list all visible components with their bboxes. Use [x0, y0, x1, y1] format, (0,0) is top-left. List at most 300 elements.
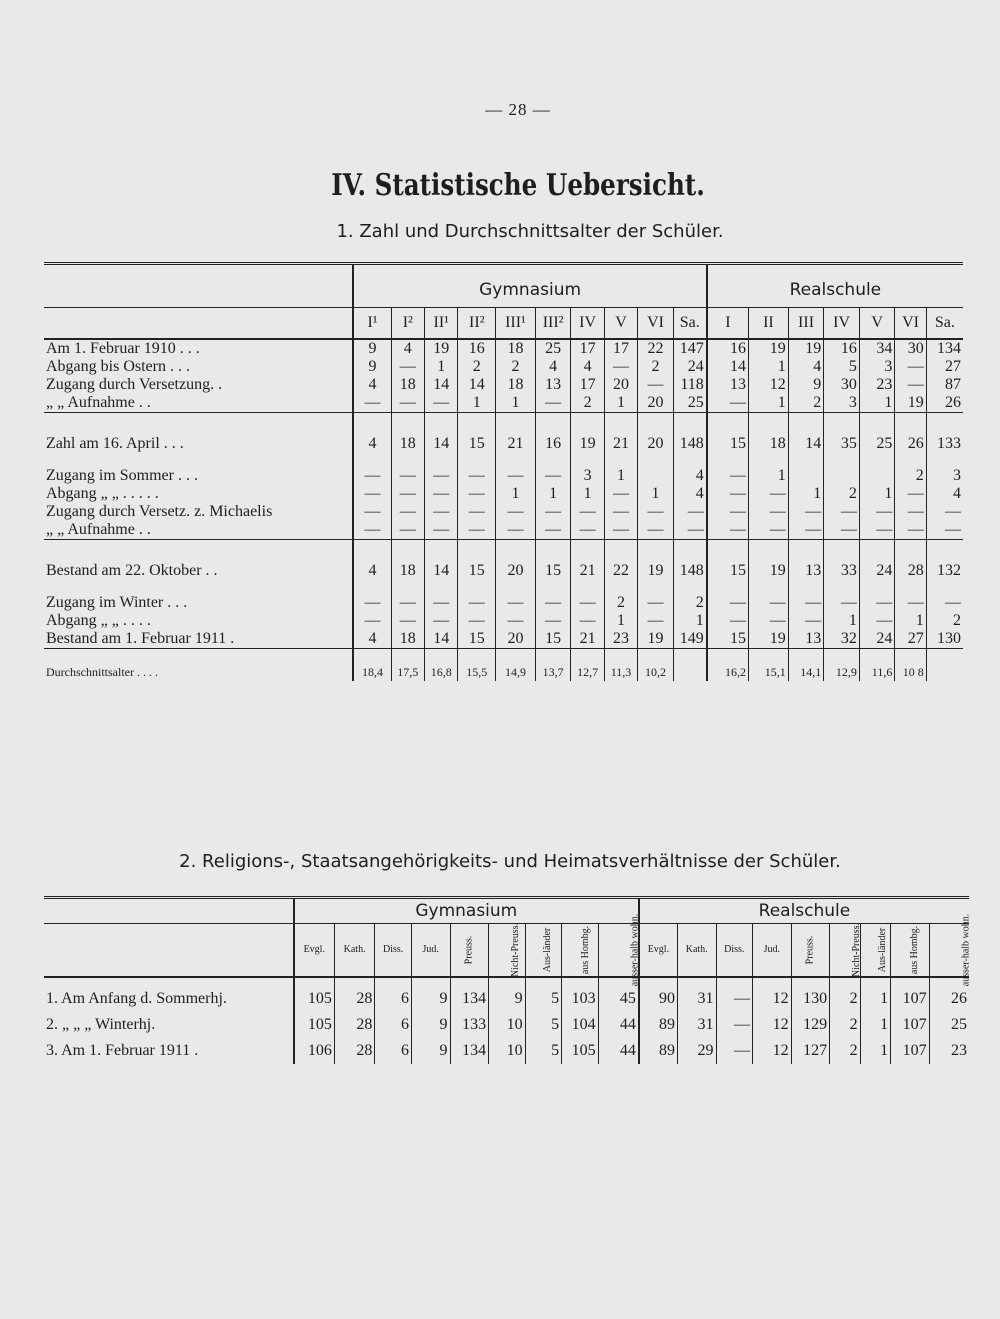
cell: —	[824, 521, 860, 540]
cell	[824, 467, 860, 485]
cell: 134	[926, 339, 963, 358]
spacer-cell	[425, 413, 458, 436]
row-label: Zugang durch Versetzung. .	[46, 376, 223, 393]
cell	[788, 467, 824, 485]
cell: —	[604, 503, 637, 521]
spacer-row	[44, 453, 963, 467]
cell: 16	[535, 435, 571, 453]
cell: —	[707, 394, 749, 413]
spacer-cell	[391, 413, 424, 436]
cell: 105	[294, 1012, 335, 1038]
spacer-cell	[824, 580, 860, 594]
category-header-row	[44, 924, 969, 978]
cell: 4	[535, 358, 571, 376]
cell: 134	[450, 1038, 489, 1064]
table-row	[44, 503, 963, 521]
cell: 28	[334, 1012, 375, 1038]
spacer-cell	[788, 649, 824, 664]
cell: 127	[791, 1038, 830, 1064]
cell: —	[707, 521, 749, 540]
cell: —	[353, 485, 391, 503]
cell	[926, 663, 963, 681]
cell: —	[749, 521, 789, 540]
cell: 20	[496, 630, 536, 649]
spacer-cell	[895, 413, 926, 436]
category-header	[753, 924, 792, 978]
cell: 15	[707, 435, 749, 453]
spacer-cell	[673, 453, 706, 467]
category-header	[294, 924, 335, 978]
cell: 133	[450, 1012, 489, 1038]
class-header: III²	[535, 308, 571, 340]
cell: —	[638, 612, 674, 630]
cell: 28	[895, 562, 926, 580]
cell: —	[535, 612, 571, 630]
cell: 4	[353, 630, 391, 649]
table-row	[44, 612, 963, 630]
cell: 27	[895, 630, 926, 649]
spacer-cell	[496, 580, 536, 594]
cell: 4	[353, 376, 391, 394]
cell: 18	[749, 435, 789, 453]
cell: 21	[571, 562, 604, 580]
religion-nationality-table	[44, 896, 969, 1064]
category-label: Evgl.	[647, 944, 670, 955]
cell: 148	[673, 435, 706, 453]
cell: 2	[830, 977, 860, 1012]
cell: 1	[535, 485, 571, 503]
cell: —	[391, 503, 424, 521]
cell: 16,2	[707, 663, 749, 681]
category-label: aus Hombg.	[580, 925, 592, 975]
cell: 14	[425, 435, 458, 453]
cell: 9	[411, 1038, 450, 1064]
cell: 25	[859, 435, 895, 453]
spacer-cell	[788, 453, 824, 467]
spacer-cell	[926, 540, 963, 563]
category-header	[677, 924, 716, 978]
spacer-cell	[44, 453, 353, 467]
cell: 4	[391, 339, 424, 358]
spacer-cell	[895, 649, 926, 664]
cell: 1	[571, 485, 604, 503]
cell: 44	[598, 1038, 639, 1064]
category-header	[639, 924, 678, 978]
cell: 12	[749, 376, 789, 394]
row-label: „ „ Aufnahme . .	[46, 394, 151, 411]
spacer-cell	[44, 540, 353, 563]
cell: —	[604, 521, 637, 540]
spacer-cell	[496, 540, 536, 563]
spacer-cell	[44, 580, 353, 594]
category-label: Kath.	[685, 944, 708, 955]
cell: 134	[450, 977, 489, 1012]
spacer-cell	[604, 580, 637, 594]
category-label: Aus-länder	[876, 927, 888, 973]
cell: 1	[859, 485, 895, 503]
table2-title: 2. Religions-, Staatsangehörigkeits- und Heimatsverhältnisse der Schüler.	[179, 851, 841, 872]
cell: —	[391, 521, 424, 540]
cell: 28	[334, 977, 375, 1012]
cell: —	[673, 503, 706, 521]
cell: 19	[425, 339, 458, 358]
cell: 18	[391, 435, 424, 453]
row-label: Zugang durch Versetz. z. Michaelis	[46, 503, 273, 520]
cell: 9	[353, 339, 391, 358]
cell: 44	[598, 1012, 639, 1038]
cell: 1	[824, 612, 860, 630]
spacer-cell	[707, 540, 749, 563]
cell: 1	[638, 485, 674, 503]
cell: 17	[571, 339, 604, 358]
class-header: I²	[391, 308, 424, 340]
spacer-cell	[571, 453, 604, 467]
row-label: Zugang im Sommer . . .	[46, 467, 198, 484]
spacer-cell	[496, 413, 536, 436]
cell: 1	[859, 394, 895, 413]
cell: —	[391, 485, 424, 503]
spacer-cell	[824, 453, 860, 467]
cell: 19	[749, 562, 789, 580]
spacer-cell	[926, 580, 963, 594]
spacer-cell	[788, 540, 824, 563]
spacer-cell	[859, 580, 895, 594]
spacer-row	[44, 649, 963, 664]
spacer-cell	[353, 453, 391, 467]
spacer-cell	[749, 649, 789, 664]
spacer-cell	[353, 413, 391, 436]
cell: 1	[604, 467, 637, 485]
category-header	[791, 924, 830, 978]
cell: 2	[638, 358, 674, 376]
cell: 2	[673, 594, 706, 612]
cell: 3	[926, 467, 963, 485]
category-label: Preuss.	[804, 935, 816, 965]
cell: 19	[638, 562, 674, 580]
cell: —	[458, 521, 496, 540]
cell: —	[707, 467, 749, 485]
cell: 130	[791, 977, 830, 1012]
cell: 118	[673, 376, 706, 394]
category-label: Preuss.	[463, 935, 475, 965]
cell: 26	[895, 435, 926, 453]
spacer-cell	[571, 649, 604, 664]
cell: —	[859, 594, 895, 612]
cell: 22	[604, 562, 637, 580]
cell: 24	[859, 562, 895, 580]
cell: —	[496, 521, 536, 540]
cell: 12	[753, 1012, 792, 1038]
category-label: Kath.	[343, 944, 366, 955]
cell: 9	[411, 1012, 450, 1038]
cell: 13,7	[535, 663, 571, 681]
table-row	[44, 1038, 969, 1064]
cell: 14	[425, 376, 458, 394]
row-label: Abgang „ „ . . . . .	[46, 485, 159, 502]
class-header: II	[749, 308, 789, 340]
cell: —	[859, 521, 895, 540]
cell: 17,5	[391, 663, 424, 681]
cell: 23	[604, 630, 637, 649]
cell: —	[391, 594, 424, 612]
cell: —	[496, 503, 536, 521]
category-header	[375, 924, 412, 978]
cell: 14,1	[788, 663, 824, 681]
cell: 18	[391, 376, 424, 394]
spacer-cell	[895, 580, 926, 594]
cell: —	[707, 503, 749, 521]
spacer-cell	[425, 453, 458, 467]
cell: —	[353, 594, 391, 612]
cell	[673, 663, 706, 681]
cell: 4	[571, 358, 604, 376]
spacer-cell	[859, 540, 895, 563]
spacer-cell	[458, 453, 496, 467]
spacer-cell	[926, 649, 963, 664]
category-header	[860, 924, 890, 978]
spacer-cell	[788, 580, 824, 594]
cell: 32	[824, 630, 860, 649]
class-header: I¹	[353, 308, 391, 340]
spacer-cell	[458, 540, 496, 563]
cell: 12,9	[824, 663, 860, 681]
spacer-cell	[571, 540, 604, 563]
cell: 4	[673, 467, 706, 485]
cell: 18	[391, 562, 424, 580]
class-header: V	[604, 308, 637, 340]
table-row	[44, 630, 963, 649]
category-header	[830, 922, 863, 978]
spacer-cell	[824, 540, 860, 563]
cell: —	[895, 594, 926, 612]
cell: 148	[673, 562, 706, 580]
spacer-cell	[859, 453, 895, 467]
cell: 12	[753, 1038, 792, 1064]
cell: 2	[604, 594, 637, 612]
cell: —	[926, 521, 963, 540]
spacer-cell	[458, 413, 496, 436]
spacer-row	[44, 540, 963, 563]
spacer-cell	[425, 580, 458, 594]
class-header: Sa.	[673, 308, 706, 340]
cell: —	[353, 467, 391, 485]
table-row	[44, 663, 963, 681]
cell: 107	[891, 1038, 930, 1064]
cell: 107	[891, 977, 930, 1012]
cell: 29	[677, 1038, 716, 1064]
spacer-cell	[673, 413, 706, 436]
cell: —	[458, 503, 496, 521]
spacer-cell	[707, 580, 749, 594]
cell: 6	[375, 1038, 412, 1064]
cell: —	[571, 612, 604, 630]
cell: —	[458, 485, 496, 503]
cell: 1	[749, 358, 789, 376]
cell: —	[638, 594, 674, 612]
cell: 104	[562, 1012, 599, 1038]
spacer-cell	[458, 580, 496, 594]
cell: 14	[788, 435, 824, 453]
cell: —	[638, 503, 674, 521]
spacer-cell	[638, 453, 674, 467]
cell: —	[535, 594, 571, 612]
spacer-cell	[707, 413, 749, 436]
cell: 19	[749, 630, 789, 649]
cell: —	[749, 503, 789, 521]
cell: 89	[639, 1012, 678, 1038]
cell: —	[425, 521, 458, 540]
spacer-cell	[391, 649, 424, 664]
spacer-row	[44, 580, 963, 594]
cell: 13	[535, 376, 571, 394]
cell: —	[788, 521, 824, 540]
cell: 16	[707, 339, 749, 358]
cell: 10	[489, 1012, 526, 1038]
cell: 4	[926, 485, 963, 503]
spacer-cell	[353, 649, 391, 664]
cell: 3	[859, 358, 895, 376]
cell: 25	[673, 394, 706, 413]
cell: 31	[677, 977, 716, 1012]
cell: 2	[496, 358, 536, 376]
cell: 45	[598, 977, 639, 1012]
corner-cell	[44, 264, 353, 308]
class-header: III¹	[496, 308, 536, 340]
cell: 15	[707, 630, 749, 649]
spacer-cell	[391, 540, 424, 563]
spacer-cell	[353, 540, 391, 563]
table-row	[44, 521, 963, 540]
cell: 1	[895, 612, 926, 630]
cell: —	[716, 977, 753, 1012]
table-row	[44, 394, 963, 413]
cell: —	[458, 467, 496, 485]
cell: 1	[496, 485, 536, 503]
category-label: Jud.	[763, 944, 781, 955]
spacer-cell	[391, 580, 424, 594]
cell: —	[673, 521, 706, 540]
table-row	[44, 339, 963, 358]
cell: 22	[638, 339, 674, 358]
category-label: ausser-halb wohn.	[959, 913, 971, 987]
cell: —	[749, 485, 789, 503]
cell: 129	[791, 1012, 830, 1038]
cell: 12	[753, 977, 792, 1012]
cell: —	[716, 1012, 753, 1038]
category-label: Diss.	[383, 944, 404, 955]
cell: 9	[411, 977, 450, 1012]
cell: 1	[749, 467, 789, 485]
category-header	[450, 924, 489, 978]
spacer-cell	[707, 649, 749, 664]
cell: —	[824, 594, 860, 612]
cell: 10	[489, 1038, 526, 1064]
spacer-cell	[571, 580, 604, 594]
table-row	[44, 435, 963, 453]
class-header: IV	[571, 308, 604, 340]
cell: 1	[788, 485, 824, 503]
cell: —	[458, 594, 496, 612]
spacer-cell	[638, 580, 674, 594]
page-number: — 28 —	[485, 100, 551, 119]
cell: 20	[638, 435, 674, 453]
cell: 35	[824, 435, 860, 453]
category-label: aus Hombg.	[909, 925, 921, 975]
cell: 10 8	[895, 663, 926, 681]
row-label: Bestand am 22. Oktober . .	[46, 562, 218, 579]
realschule-header: Realschule	[639, 898, 969, 924]
cell: 11,3	[604, 663, 637, 681]
cell: —	[604, 358, 637, 376]
spacer-cell	[535, 413, 571, 436]
class-header: VI	[895, 308, 926, 340]
cell: —	[353, 394, 391, 413]
cell: —	[535, 467, 571, 485]
cell: —	[571, 503, 604, 521]
row-label: Am 1. Februar 1910 . . .	[46, 340, 200, 357]
cell: 15	[458, 630, 496, 649]
spacer-cell	[425, 540, 458, 563]
cell: —	[707, 612, 749, 630]
cell: 13	[788, 630, 824, 649]
cell: 20	[496, 562, 536, 580]
spacer-cell	[535, 580, 571, 594]
table-row	[44, 358, 963, 376]
cell: 19	[788, 339, 824, 358]
corner-cell	[44, 308, 353, 340]
cell: 133	[926, 435, 963, 453]
cell: —	[895, 376, 926, 394]
class-header: VI	[638, 308, 674, 340]
spacer-cell	[535, 453, 571, 467]
class-header: Sa.	[926, 308, 963, 340]
pupil-count-table	[44, 262, 963, 681]
cell: —	[859, 612, 895, 630]
spacer-cell	[673, 649, 706, 664]
category-header	[334, 924, 375, 978]
cell: 24	[673, 358, 706, 376]
cell: —	[425, 394, 458, 413]
cell: 28	[334, 1038, 375, 1064]
cell: —	[496, 467, 536, 485]
cell: 16,8	[425, 663, 458, 681]
category-header	[489, 924, 526, 978]
cell	[859, 467, 895, 485]
cell: 4	[353, 435, 391, 453]
cell: 149	[673, 630, 706, 649]
cell: 2	[926, 612, 963, 630]
cell: 106	[294, 1038, 335, 1064]
cell: 9	[353, 358, 391, 376]
cell: 15	[707, 562, 749, 580]
cell: —	[788, 612, 824, 630]
cell	[638, 467, 674, 485]
category-header	[598, 913, 640, 987]
corner-cell	[44, 898, 294, 924]
cell: —	[535, 394, 571, 413]
cell: 2	[830, 1038, 860, 1064]
cell: 1	[860, 1038, 890, 1064]
cell: 17	[571, 376, 604, 394]
cell: 2	[824, 485, 860, 503]
spacer-cell	[707, 453, 749, 467]
cell: —	[353, 612, 391, 630]
cell: 18	[391, 630, 424, 649]
table-row	[44, 562, 963, 580]
cell: 5	[525, 1038, 562, 1064]
spacer-cell	[496, 649, 536, 664]
cell: 25	[929, 1012, 969, 1038]
